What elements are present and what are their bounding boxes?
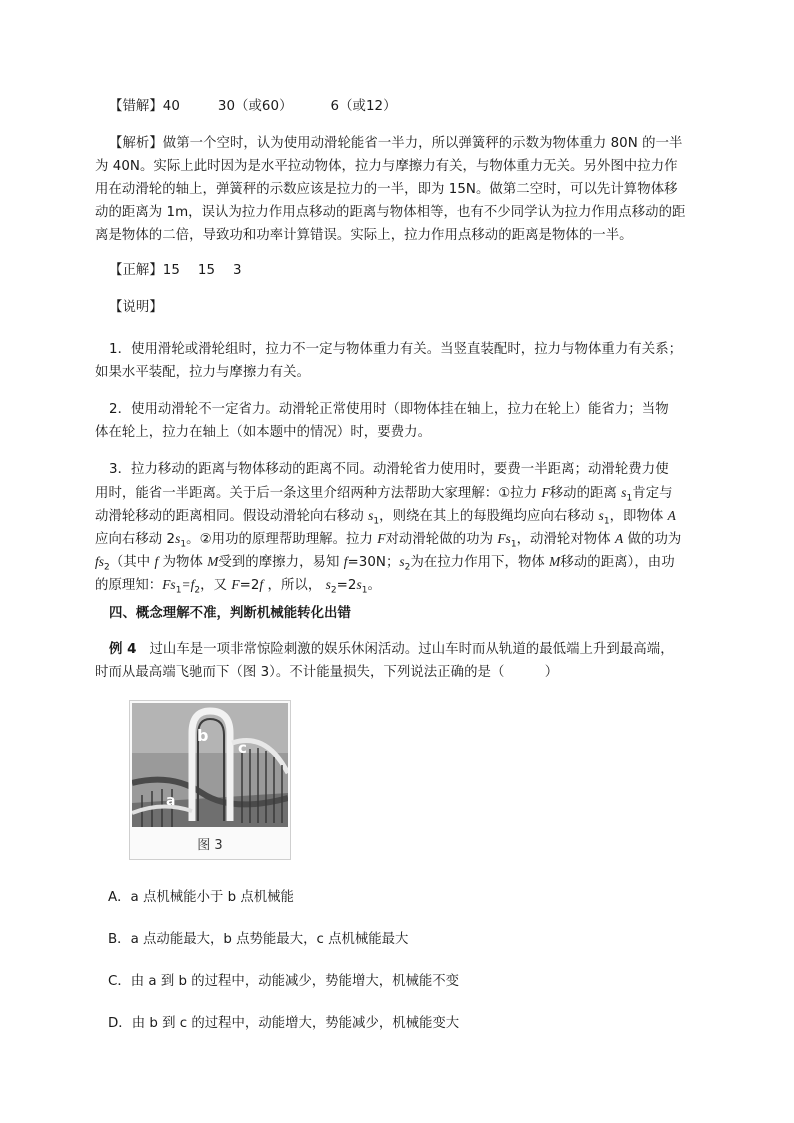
analysis-line-4: 动的距离为 1m，误认为拉力作用点移动的距离与物体相等，也有不少同学认为拉力作用点移动的距 xyxy=(95,205,686,220)
correct-answer-value-2: 15 xyxy=(197,263,216,278)
analysis-text-1: 做第一个空时，认为使用动滑轮能省一半力，所以弹簧秤的示数为物体重力 80N 的一半 xyxy=(162,136,683,151)
point-c-label: c xyxy=(238,739,247,757)
correct-answer-value-3: 3 xyxy=(233,263,242,278)
note-text: （其中 xyxy=(109,555,151,570)
roller-coaster-image xyxy=(132,703,288,827)
option-c: C．由 a 到 b 的过程中，动能减少，势能增大，机械能不变 xyxy=(108,974,460,989)
note-text: ，即物体 xyxy=(609,509,664,524)
formula-var: f xyxy=(343,554,348,569)
note-point-1-line-1: 1．使用滑轮或滑轮组时，拉力不一定与物体重力有关。当竖直装配时，拉力与物体重力有关系； xyxy=(109,342,683,357)
wrong-answer-value-1: 40 xyxy=(162,99,180,114)
note-text: 应向右移动 2 xyxy=(95,532,176,547)
note-text: 受到的摩擦力，易知 xyxy=(218,555,340,570)
option-b: B．a 点动能最大，b 点势能最大，c 点机械能最大 xyxy=(108,932,409,947)
figure-caption: 图 3 xyxy=(197,838,223,853)
note-text: 移动的距离），由功 xyxy=(560,555,675,570)
formula-var: Fs xyxy=(497,531,511,546)
note-point-3-line-4: 应向右移动 $2s_1$。②用功的原理帮助理解。拉力 F对动滑轮做的功为 $Fs_1$，动滑轮对物体 A 做的功为 xyxy=(95,531,682,550)
note-point-3-line-1: 3．拉力移动的距离与物体移动的距离不同。动滑轮省力使用时，要费一半距离；动滑轮费力使 xyxy=(109,462,669,477)
formula-var: s xyxy=(175,531,181,546)
option-d: D．由 b 到 c 的过程中，动能增大，势能减少，机械能变大 xyxy=(108,1016,460,1031)
note-point-2-line-2: 体在轮上，拉力在轴上（如本题中的情况）时，要费力。 xyxy=(95,425,432,440)
formula-var: A xyxy=(615,531,624,546)
analysis-line-1 xyxy=(109,134,682,153)
note-text: ，又 xyxy=(200,578,228,593)
option-a: A．a 点机械能小于 b 点机械能 xyxy=(108,890,294,905)
formula-var: s xyxy=(621,485,627,500)
note-point-2-line-1: 2．使用动滑轮不一定省力。动滑轮正常使用时（即物体挂在轴上，拉力在轮上）能省力；当物 xyxy=(109,402,669,417)
correct-answer-value-1: 15 xyxy=(162,263,180,278)
correct-answer-line xyxy=(109,261,242,280)
example-line-1 xyxy=(109,640,674,659)
note-point-3-line-6: 的原理知：$Fs_1=f_2$，又 F=2f ，所以， $s_2=2s_1$。 xyxy=(95,577,381,596)
example-text-1: 过山车是一项非常惊险刺激的娱乐休闲活动。过山车时而从轨道的最低端上升到最高端， xyxy=(149,642,674,657)
note-text: 对动滑轮做的功为 xyxy=(385,532,494,547)
note-text: 做的功为 xyxy=(627,532,682,547)
formula-var: F xyxy=(377,531,386,546)
wrong-answer-value-3: 6（或12） xyxy=(330,99,397,114)
formula-var: M xyxy=(207,554,219,569)
formula: Fs xyxy=(162,577,176,592)
roller-coaster-figure xyxy=(129,700,291,860)
note-text: ，则绕在其上的每股绳均应向右移动 xyxy=(379,509,595,524)
note-text: 的原理知： xyxy=(95,578,163,593)
formula-var: s xyxy=(598,508,604,523)
analysis-line-2: 为 40N。实际上此时因为是水平拉动物体，拉力与摩擦力有关，与物体重力无关。另外图中拉力作 xyxy=(95,159,678,174)
section-title: 四、概念理解不准，判断机械能转化出错 xyxy=(109,606,351,621)
analysis-line-5: 离是物体的二倍，导致功和功率计算错误。实际上，拉力作用点移动的距离是物体的一半。 xyxy=(95,228,633,243)
note-point-3-line-2: 用时，能省一半距离。关于后一条这里介绍两种方法帮助大家理解：①拉力 F移动的距离 $s_1$肯定与 xyxy=(95,485,673,504)
note-text: ，动滑轮对物体 xyxy=(516,532,611,547)
wrong-answer-tag: 【错解】 xyxy=(109,99,163,114)
formula-var: f xyxy=(154,554,159,569)
wrong-answer-line xyxy=(109,97,397,116)
example-line-2: 时而从最高端飞驰而下（图 3）。不计能量损失，下列说法正确的是（ ） xyxy=(95,665,559,680)
note-text: =30N； xyxy=(347,555,400,570)
formula-var: F xyxy=(541,485,550,500)
note-point-3-line-3: 动滑轮移动的距离相同。假设动滑轮向右移动 $s_1$，则绕在其上的每股绳均应向右移动 $s_1$，即物体 A xyxy=(95,508,676,527)
wrong-answer-value-2: 30（或60） xyxy=(217,99,293,114)
point-a-label: a xyxy=(166,793,176,809)
formula: s xyxy=(325,577,331,592)
note-text: 肯定与 xyxy=(632,486,673,501)
formula-var: s xyxy=(368,508,374,523)
note-point-3-line-5: $fs_2$（其中 f 为物体 M受到的摩擦力，易知 f=30N；$s_2$为在拉力作用下，物体 M移动的距离），由功 xyxy=(95,554,675,573)
correct-answer-tag: 【正解】 xyxy=(109,263,163,278)
formula-var: A xyxy=(667,508,676,523)
formula-var: fs xyxy=(95,554,105,569)
note-text: 。②用功的原理帮助理解。拉力 xyxy=(186,532,373,547)
note-text: 为在拉力作用下，物体 xyxy=(410,555,545,570)
formula: F xyxy=(231,577,240,592)
formula-var: s xyxy=(399,554,405,569)
point-b-label: b xyxy=(197,726,209,745)
analysis-line-3: 用在动滑轮的轴上，弹簧秤的示数应该是拉力的一半，即为 15N。做第二空时，可以先计算物体移 xyxy=(95,182,678,197)
note-text: 为物体 xyxy=(162,555,203,570)
note-text: 动滑轮移动的距离相同。假设动滑轮向右移动 xyxy=(95,509,364,524)
note-tag: 【说明】 xyxy=(109,300,163,315)
note-point-1-line-2: 如果水平装配，拉力与摩擦力有关。 xyxy=(95,365,311,380)
formula-var: M xyxy=(549,554,561,569)
note-text: 用时，能省一半距离。关于后一条这里介绍两种方法帮助大家理解：①拉力 xyxy=(95,486,538,501)
note-text: ，所以， xyxy=(267,578,322,593)
analysis-tag: 【解析】 xyxy=(109,136,163,151)
note-text: 移动的距离 xyxy=(549,486,617,501)
example-label: 例 4 xyxy=(109,642,137,657)
